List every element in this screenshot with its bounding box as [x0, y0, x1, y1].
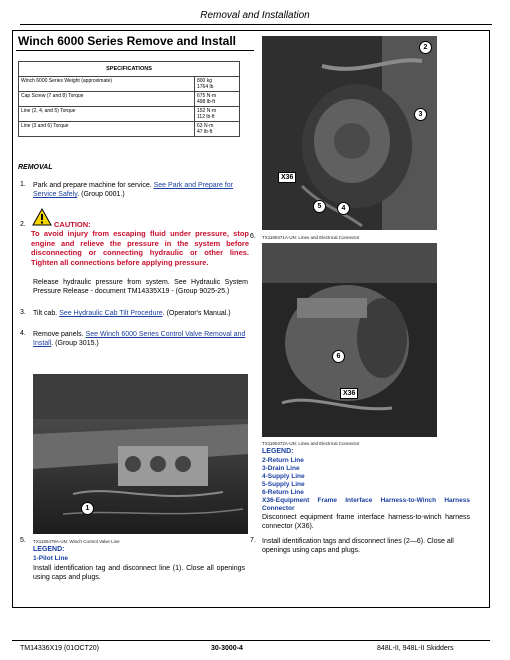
figure-caption: TX1190471A-UN: Lines and Electrical Connector [262, 235, 360, 240]
step-1-text: Park and prepare machine for service. See Park and Prepare for Service Safely. (Group 0001.) [33, 182, 234, 198]
page-title: Winch 6000 Series Remove and Install [18, 34, 236, 48]
table-row [19, 77, 240, 92]
legend-title: LEGEND: [33, 546, 65, 553]
legend-item: 6-Return Line [262, 489, 304, 496]
spec-value: 63 N·m 47 lb·ft [195, 122, 240, 137]
header-rule [20, 24, 492, 25]
callout-3: 3 [414, 108, 427, 121]
callout-2: 2 [419, 41, 432, 54]
cab-tilt-link[interactable]: See Hydraulic Cab Tilt Procedure [59, 310, 163, 317]
callout-6: 6 [332, 350, 345, 363]
caution-label: CAUTION: [54, 220, 91, 229]
winch-lines-photo-1 [262, 36, 437, 230]
legend-item: 3-Drain Line [262, 465, 300, 472]
title-rule [16, 50, 254, 51]
step-number: 2. [20, 221, 26, 228]
callout-5: 5 [313, 200, 326, 213]
legend-item: 5-Supply Line [262, 481, 305, 488]
winch-control-valve-photo [33, 374, 248, 534]
footer-rule [12, 640, 490, 641]
park-prepare-link[interactable]: See Park and Prepare for Service Safely [33, 182, 234, 198]
footer-doc-id: TM14336X19 (01OCT20) [20, 645, 99, 652]
step-7-text: Install identification tags and disconnect lines (2—6). Close all openings using caps and plugs. [262, 538, 454, 554]
control-valve-link[interactable]: See Winch 6000 Series Control Valve Removal and Install [33, 331, 246, 347]
caution-text: To avoid injury from escaping fluid under pressure, stop engine and relieve the pressure in the system before disconnecting or connecting hydraulic or other lines. Tighten all connections before applying pressure. [31, 229, 249, 267]
table-row [19, 107, 240, 122]
spec-value: 152 N·m 112 lb·ft [195, 107, 240, 122]
step-number: 4. [20, 330, 26, 337]
connector-tag: X36 [340, 388, 358, 399]
removal-heading: REMOVAL [18, 164, 53, 171]
legend-item: 4-Supply Line [262, 473, 305, 480]
winch-lines-photo-2 [262, 243, 437, 437]
callout-1: 1 [81, 502, 94, 515]
step-number: 7. [250, 537, 256, 544]
section-header: Removal and Installation [200, 10, 310, 21]
spec-value: 800 kg 1764 lb [195, 77, 240, 92]
footer-models: 848L-II, 948L-II Skidders [377, 645, 454, 652]
legend-title: LEGEND: [262, 448, 294, 455]
callout-4: 4 [337, 202, 350, 215]
step-number: 5. [20, 537, 26, 544]
step-5-text: Install identification tag and disconnect line (1). Close all openings using caps and plugs. [33, 565, 245, 581]
table-row [19, 92, 240, 107]
step-number: 6. [250, 233, 256, 240]
spec-value: 675 N·m 498 lb·ft [195, 92, 240, 107]
spec-label: Winch 6000 Series Weight (approximate) [19, 77, 195, 92]
specifications-table [18, 61, 240, 137]
legend-item: X36-Equipment Frame Interface Harness-to-Winch Harness Connector [262, 497, 470, 512]
step-2-text: Release hydraulic pressure from system. See Hydraulic System Pressure Release - document TM14335X19 - (Group 9025-25.) [33, 279, 248, 295]
spec-label: Line (3 and 6) Torque [19, 122, 195, 137]
specifications-heading: SPECIFICATIONS [19, 62, 240, 77]
footer-page-number: 30-3000-4 [211, 645, 243, 652]
step-number: 1. [20, 181, 26, 188]
spec-label: Line (2, 4, and 5) Torque [19, 107, 195, 122]
step-number: 3. [20, 309, 26, 316]
legend-item: 1-Pilot Line [33, 555, 69, 562]
figure-caption: TX1190472A-UN: Lines and Electrical Connector [262, 441, 360, 446]
connector-tag: X36 [278, 172, 296, 183]
step-4-text: Remove panels. See Winch 6000 Series Control Valve Removal and Install. (Group 3015.) [33, 331, 246, 347]
spec-label: Cap Screw (7 and 8) Torque [19, 92, 195, 107]
figure-caption: TX1190479A-UN: Winch Control Valve Line [33, 539, 120, 544]
legend-item: 2-Return Line [262, 457, 304, 464]
step-6-text: Disconnect equipment frame interface harness-to-winch harness connector (X36). [262, 514, 470, 530]
step-3-text: Tilt cab. See Hydraulic Cab Tilt Procedure. (Operator's Manual.) [33, 310, 231, 317]
table-row [19, 122, 240, 137]
warning-icon [32, 208, 52, 226]
